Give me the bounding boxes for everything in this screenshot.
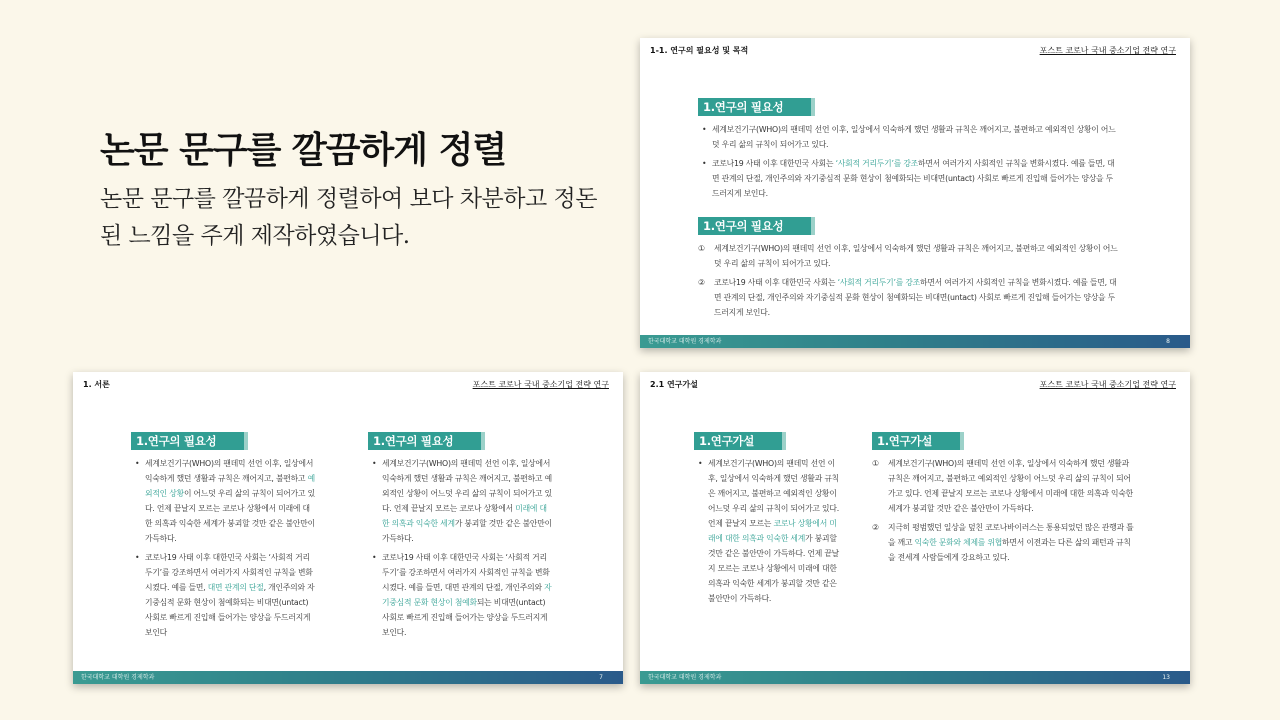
footer-org: 한국대학교 대학원 경제학과 <box>648 674 722 681</box>
slide-preview-bottom-left[interactable] <box>73 372 623 684</box>
content-block-1 <box>698 96 1118 205</box>
section-heading-badge: 1.연구의 필요성 <box>368 432 485 450</box>
section-heading-badge: 1.연구가설 <box>694 432 786 450</box>
content-column-2 <box>368 430 554 644</box>
bullet-list <box>368 456 554 640</box>
slide-footer <box>73 671 623 684</box>
slide-section-title: 2.1 연구가설 <box>650 380 698 389</box>
content-column-1 <box>694 430 840 610</box>
highlight-text: ‘사회적 거리두기’를 강조 <box>835 159 918 168</box>
content-column-2 <box>872 430 1138 569</box>
numbered-list <box>872 456 1138 565</box>
list-item: • 코로나19 사태 이후 대한민국 사회는 ‘사회적 거리두기’를 강조하면서 여러가지 사회적인 규칙을 변화시켰다. 예를 들면, 대면 관계의 단절, 개인주의와 자기중심적 문화 현상이 첨예화되는 비대면(untact) 사회로 빠르게 진입해 들어가는 양상을 두드러지게 보인다. <box>702 159 1115 198</box>
section-heading-badge: 1.연구의 필요성 <box>698 217 815 235</box>
highlight-text: 미래에 대한 의혹과 익숙한 세계 <box>382 504 547 528</box>
list-item: • 코로나19 사태 이후 대한민국 사회는 ‘사회적 거리두기’를 강조하면서 여러가지 사회적인 규칙을 변화시켰다. 예를 들면, 대면 관계의 단절, 개인주의와 자기중심적 문화 현상이 첨예화되는 비대면(untact) 사회로 빠르게 진입해 들어가는 양상을 두드러지게 보인다. <box>372 553 552 637</box>
content-block-2 <box>698 215 1118 324</box>
slide-footer <box>640 335 1190 348</box>
list-item: • 코로나19 사태 이후 대한민국 사회는 ‘사회적 거리두기’를 강조하면서 여러가지 사회적인 규칙을 변화시켰다. 예를 들면, 대면 관계의 단절, 개인주의와 자기중심적 문화 현상이 첨예화되는 비대면(untact) 사회로 빠르게 진입해 들어가는 양상을 두드러지게 보인다 <box>135 553 315 637</box>
section-heading-badge: 1.연구가설 <box>872 432 964 450</box>
page-number: 13 <box>1162 674 1170 681</box>
bullet-list <box>694 456 840 606</box>
hero <box>100 122 600 255</box>
bullet-list <box>131 456 317 640</box>
hero-title: 논문 문구를 깔끔하게 정렬 <box>100 129 507 171</box>
highlight-text: ‘사회적 거리두기’를 강조 <box>837 278 920 287</box>
highlight-text: 익숙한 문화와 체제를 위협 <box>914 538 1003 547</box>
highlight-text: 예외적인 상황 <box>145 474 315 498</box>
slide-header <box>83 379 609 393</box>
list-item: • 세계보건기구(WHO)의 팬데믹 선언 이후, 일상에서 익숙하게 했던 생활과 규칙은 깨어지고, 불편하고 예외적인 상황이 어느덧 우리 삶의 규칙이 되어가고 있다. 언제 끝날지 모르는 코로나 상황에서 미래에 대한 의혹과 익숙한 세계가 붕괴할 것만 같은 불안만이 가득하다. <box>372 459 552 543</box>
slide-header <box>650 379 1176 393</box>
page-number: 8 <box>1166 338 1170 345</box>
list-item: • 세계보건기구(WHO)의 팬데믹 선언 이후, 일상에서 익숙하게 했던 생활과 규칙은 깨어지고, 불편하고 예외적인 상황이 어느덧 우리 삶의 규칙이 되어가고 있다. <box>702 125 1116 149</box>
highlight-text: 대면 관계의 단절 <box>207 583 264 592</box>
list-item: • 세계보건기구(WHO)의 팬데믹 선언 이후, 일상에서 익숙하게 했던 생활과 규칙은 깨어지고, 불편하고 예외적인 상황이 어느덧 우리 삶의 규칙이 되어가고 있다. 언제 끝날지 모르는 코로나 상황에서 미래에 대한 의혹과 익숙한 세계가 붕괴할 것만 같은 불안만이 가득하다. <box>135 459 315 543</box>
footer-org: 한국대학교 대학원 경제학과 <box>81 674 155 681</box>
list-item: • 세계보건기구(WHO)의 팬데믹 선언 이후, 일상에서 익숙하게 했던 생활과 규칙은 깨어지고, 불편하고 예외적인 상황이 어느덧 우리 삶의 규칙이 되어가고 있다. 언제 끝날지 모르는 코로나 상황에서 미래에 대한 의혹과 익숙한 세계가 붕괴할 것만 같은 불안만이 가득하다. 언제 끝날지 모르는 코로나 상황에서 미래에 대한 의혹과 익숙한 세계가 붕괴할 것만 같은 불안만이 가득하다. <box>698 459 839 603</box>
section-heading-badge: 1.연구의 필요성 <box>698 98 815 116</box>
list-item: ① 세계보건기구(WHO)의 팬데믹 선언 이후, 일상에서 익숙하게 했던 생활과 규칙은 깨어지고, 불편하고 예외적인 상황이 어느덧 우리 삶의 규칙이 되어가고 있다. 언제 끝날지 모르는 코로나 상황에서 미래에 대한 의혹과 익숙한 세계가 붕괴할 것만 같은 불안만이 가득하다. <box>872 459 1134 513</box>
highlight-text: 코로나 상황에서 미래에 대한 의혹과 익숙한 세계 <box>708 519 837 543</box>
slide-preview-bottom-right[interactable] <box>640 372 1190 684</box>
numbered-list <box>698 241 1118 320</box>
slide-subject: 포스트 코로나 국내 중소기업 전략 연구 <box>1039 46 1176 55</box>
footer-org: 한국대학교 대학원 경제학과 <box>648 338 722 345</box>
section-heading-badge: 1.연구의 필요성 <box>131 432 248 450</box>
list-item: ② 지극히 평범했던 일상을 덮친 코로나바이러스는 통용되었던 많은 관행과 틀을 깨고 익숙한 문화와 체제를 위협하면서 이전과는 다른 삶의 패턴과 규칙을 전세계 사람들에게 강요하고 있다. <box>872 523 1134 562</box>
slide-subject: 포스트 코로나 국내 중소기업 전략 연구 <box>472 380 609 389</box>
slide-header <box>650 45 1176 59</box>
list-item: ① 세계보건기구(WHO)의 팬데믹 선언 이후, 일상에서 익숙하게 했던 생활과 규칙은 깨어지고, 불편하고 예외적인 상황이 어느덧 우리 삶의 규칙이 되어가고 있다. <box>698 244 1118 268</box>
list-item: ② 코로나19 사태 이후 대한민국 사회는 ‘사회적 거리두기’를 강조하면서 여러가지 사회적인 규칙을 변화시켰다. 예를 들면, 대면 관계의 단절, 개인주의와 자기중심적 문화 현상이 첨예화되는 비대면(untact) 사회로 빠르게 진입해 들어가는 양상을 두드러지게 보인다. <box>698 278 1117 317</box>
slide-section-title: 1. 서론 <box>83 380 110 389</box>
slide-footer <box>640 671 1190 684</box>
slide-subject: 포스트 코로나 국내 중소기업 전략 연구 <box>1039 380 1176 389</box>
bullet-list <box>698 122 1118 201</box>
hero-subtitle: 논문 문구를 깔끔하게 정렬하여 보다 차분하고 정돈된 느낌을 주게 제작하였습니다. <box>100 186 597 249</box>
slide-section-title: 1-1. 연구의 필요성 및 목적 <box>650 46 749 55</box>
highlight-text: 자기중심적 문화 현상이 첨예화 <box>382 583 552 607</box>
page-number: 7 <box>599 674 603 681</box>
slide-preview-top[interactable] <box>640 38 1190 348</box>
content-column-1 <box>131 430 317 644</box>
